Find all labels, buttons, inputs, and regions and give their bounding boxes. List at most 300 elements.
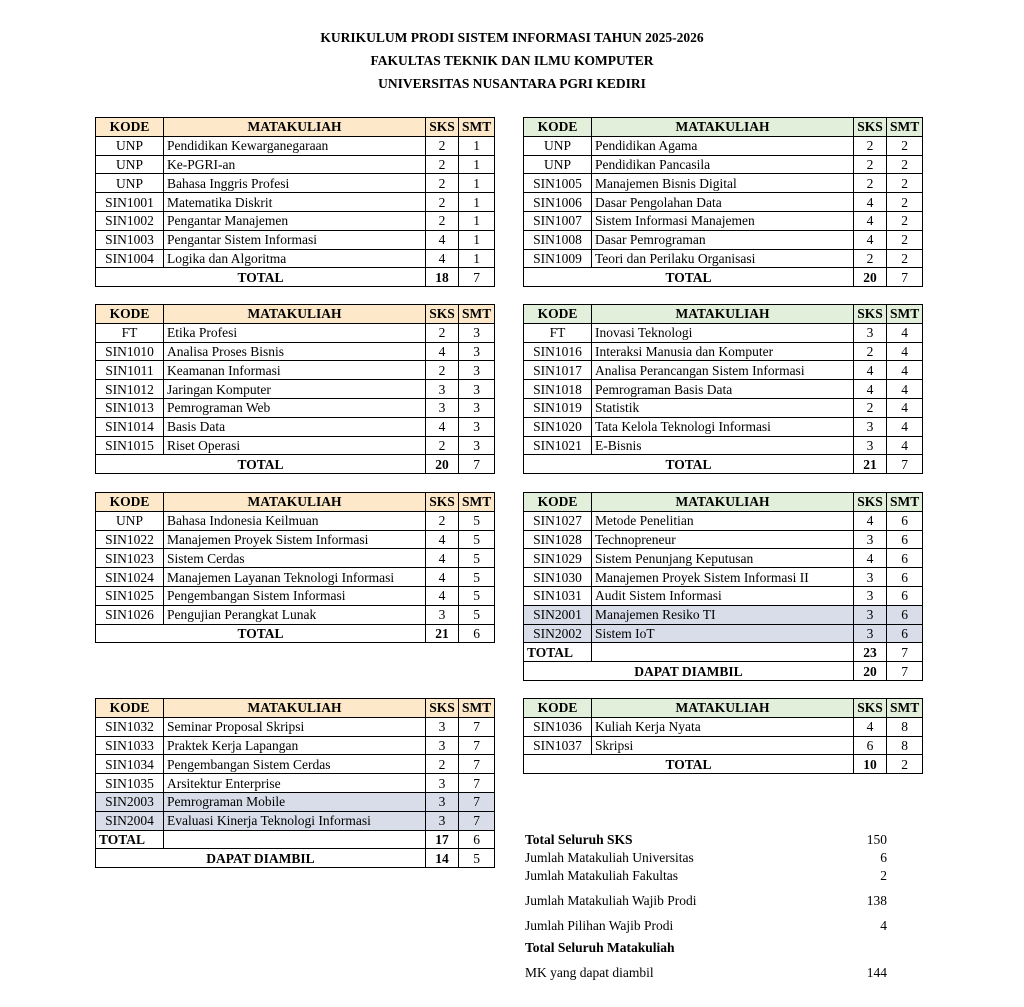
course-smt: 7 [459,717,495,736]
course-smt: 6 [887,511,923,530]
dapat-diambil-row [524,662,923,681]
col-matakuliah-header: MATAKULIAH [164,493,426,512]
course-smt: 3 [459,361,495,380]
summary-value: 6 [880,850,887,865]
course-name: Pengantar Manajemen [164,211,426,230]
course-code: SIN1032 [96,717,164,736]
semester-table-1 [95,117,495,287]
dapat-diambil-row [96,849,495,868]
col-matakuliah-header: MATAKULIAH [164,699,426,718]
course-sks: 2 [854,342,887,361]
col-kode-header: KODE [96,493,164,512]
course-code: SIN1001 [96,193,164,212]
table-header-row [96,305,495,324]
course-code: SIN1021 [524,436,592,455]
col-kode-header: KODE [524,493,592,512]
course-code: SIN1018 [524,380,592,399]
semester-table-2 [523,117,923,287]
title-line-3: UNIVERSITAS NUSANTARA PGRI KEDIRI [378,76,646,91]
total-smt: 7 [459,455,495,474]
course-smt: 1 [459,136,495,155]
table-row [524,342,923,361]
course-code: SIN1006 [524,193,592,212]
table-row [524,361,923,380]
course-sks: 3 [426,380,459,399]
course-smt: 3 [459,398,495,417]
course-sks: 4 [854,717,887,736]
course-sks: 2 [426,323,459,342]
semester-table-5 [95,492,495,643]
table-row [524,230,923,249]
course-sks: 4 [426,249,459,268]
summary-value: 138 [866,893,887,908]
col-sks-header: SKS [854,493,887,512]
course-smt: 6 [887,624,923,643]
course-name: Arsitektur Enterprise [164,774,426,793]
table-row [96,193,495,212]
course-smt: 3 [459,342,495,361]
summary-label: Jumlah Pilihan Wajib Prodi [525,918,674,933]
col-matakuliah-header: MATAKULIAH [592,493,854,512]
course-name: Pengembangan Sistem Cerdas [164,755,426,774]
table-header-row [96,493,495,512]
table-row [96,342,495,361]
table-header-row [524,305,923,324]
course-name: Dasar Pemrograman [592,230,854,249]
table-row [524,417,923,436]
table-row [96,605,495,624]
table-row [524,736,923,755]
course-code: SIN1026 [96,605,164,624]
semester-table-7 [95,698,495,868]
course-code: SIN1034 [96,755,164,774]
course-smt: 3 [459,417,495,436]
course-name: Technopreneur [592,530,854,549]
table-row [524,605,923,624]
table-row [96,380,495,399]
course-code: SIN1012 [96,380,164,399]
table-row [524,511,923,530]
table-row [524,549,923,568]
table-row [96,530,495,549]
table-row [524,624,923,643]
course-sks: 3 [854,417,887,436]
course-name: Manajemen Bisnis Digital [592,174,854,193]
course-code: SIN1028 [524,530,592,549]
course-code: SIN1023 [96,549,164,568]
course-code: SIN1007 [524,211,592,230]
semester-table-3 [95,304,495,474]
course-smt: 8 [887,717,923,736]
table-row [96,361,495,380]
total-label: TOTAL [524,755,854,774]
course-code: SIN1024 [96,568,164,587]
course-sks: 4 [854,511,887,530]
course-smt: 2 [887,174,923,193]
table-row [96,136,495,155]
course-smt: 3 [459,436,495,455]
course-smt: 7 [459,792,495,811]
course-code: SIN1005 [524,174,592,193]
table-row [96,417,495,436]
course-sks: 4 [426,230,459,249]
course-name: Jaringan Komputer [164,380,426,399]
title-line-2: FAKULTAS TEKNIK DAN ILMU KOMPUTER [370,53,654,68]
table-row [524,323,923,342]
course-smt: 7 [459,811,495,830]
course-name: Pengembangan Sistem Informasi [164,586,426,605]
total-label: TOTAL [96,268,426,287]
total-row [524,755,923,774]
total-row [96,830,495,849]
course-code: FT [524,323,592,342]
semester-table-8 [523,698,923,774]
course-code: SIN1013 [96,398,164,417]
total-label: TOTAL [524,643,592,662]
course-name: Skripsi [592,736,854,755]
course-sks: 3 [426,605,459,624]
course-smt: 5 [459,511,495,530]
col-smt-header: SMT [887,118,923,137]
course-code: SIN1011 [96,361,164,380]
total-row [96,455,495,474]
table-row [524,586,923,605]
table-row [96,736,495,755]
course-code: SIN1029 [524,549,592,568]
course-name: Interaksi Manusia dan Komputer [592,342,854,361]
course-name: Inovasi Teknologi [592,323,854,342]
course-smt: 7 [459,755,495,774]
col-smt-header: SMT [887,493,923,512]
course-sks: 3 [426,774,459,793]
course-code: SIN1008 [524,230,592,249]
course-smt: 6 [887,605,923,624]
total-spacer [164,830,426,849]
course-code: SIN1004 [96,249,164,268]
course-sks: 4 [426,342,459,361]
total-sks: 23 [854,643,887,662]
col-kode-header: KODE [524,699,592,718]
course-code: SIN1014 [96,417,164,436]
table-row [524,717,923,736]
course-smt: 3 [459,380,495,399]
dapat-diambil-sks: 14 [426,849,459,868]
course-smt: 4 [887,323,923,342]
course-smt: 1 [459,230,495,249]
course-code: UNP [96,511,164,530]
col-kode-header: KODE [96,699,164,718]
table-header-row [524,699,923,718]
course-code: UNP [524,155,592,174]
course-smt: 6 [887,530,923,549]
col-kode-header: KODE [96,305,164,324]
total-label: TOTAL [96,455,426,474]
course-sks: 4 [426,568,459,587]
course-code: SIN1022 [96,530,164,549]
col-smt-header: SMT [887,305,923,324]
total-label: TOTAL [524,268,854,287]
course-code: SIN1019 [524,398,592,417]
col-matakuliah-header: MATAKULIAH [592,305,854,324]
course-sks: 2 [854,174,887,193]
total-sks: 10 [854,755,887,774]
col-smt-header: SMT [459,493,495,512]
table-row [96,211,495,230]
total-sks: 18 [426,268,459,287]
course-sks: 3 [426,792,459,811]
course-name: Manajemen Proyek Sistem Informasi [164,530,426,549]
course-code: SIN1016 [524,342,592,361]
summary-row [525,917,895,935]
table-row [96,774,495,793]
course-smt: 1 [459,211,495,230]
col-smt-header: SMT [459,118,495,137]
course-code: UNP [96,174,164,193]
course-sks: 2 [854,398,887,417]
course-smt: 1 [459,249,495,268]
course-sks: 4 [426,530,459,549]
course-sks: 4 [854,380,887,399]
course-name: Tata Kelola Teknologi Informasi [592,417,854,436]
table-row [96,568,495,587]
course-smt: 8 [887,736,923,755]
course-name: Pemrograman Basis Data [592,380,854,399]
course-code: SIN1020 [524,417,592,436]
course-smt: 6 [887,549,923,568]
course-sks: 3 [854,323,887,342]
course-smt: 5 [459,549,495,568]
course-name: Etika Profesi [164,323,426,342]
course-name: Riset Operasi [164,436,426,455]
course-sks: 2 [426,211,459,230]
summary-label: MK yang dapat diambil [525,965,654,980]
total-sks: 20 [854,268,887,287]
course-sks: 3 [426,736,459,755]
table-row [524,174,923,193]
table-header-row [96,118,495,137]
total-smt: 7 [887,455,923,474]
summary-value: 150 [866,832,887,847]
course-name: Manajemen Layanan Teknologi Informasi [164,568,426,587]
col-sks-header: SKS [426,493,459,512]
total-row [96,624,495,643]
course-name: Metode Penelitian [592,511,854,530]
course-sks: 2 [426,193,459,212]
course-code: SIN1035 [96,774,164,793]
summary-label: Jumlah Matakuliah Fakultas [525,868,678,883]
course-smt: 2 [887,249,923,268]
course-name: Teori dan Perilaku Organisasi [592,249,854,268]
total-row [524,455,923,474]
course-name: Ke-PGRI-an [164,155,426,174]
total-smt: 6 [459,830,495,849]
total-smt: 7 [887,268,923,287]
course-name: Analisa Perancangan Sistem Informasi [592,361,854,380]
col-kode-header: KODE [524,305,592,324]
course-smt: 4 [887,342,923,361]
course-code: SIN1027 [524,511,592,530]
table-row [96,436,495,455]
course-name: Pendidikan Agama [592,136,854,155]
course-code: SIN2003 [96,792,164,811]
course-smt: 1 [459,193,495,212]
summary-label: Total Seluruh SKS [525,832,633,847]
course-sks: 3 [854,568,887,587]
course-code: SIN1033 [96,736,164,755]
col-sks-header: SKS [426,699,459,718]
course-code: SIN1031 [524,586,592,605]
course-code: UNP [524,136,592,155]
course-smt: 1 [459,155,495,174]
total-smt: 2 [887,755,923,774]
course-name: Matematika Diskrit [164,193,426,212]
course-sks: 3 [854,436,887,455]
dapat-diambil-sks: 20 [854,662,887,681]
course-name: Kuliah Kerja Nyata [592,717,854,736]
semester-table-4 [523,304,923,474]
course-name: Basis Data [164,417,426,436]
course-code: SIN1025 [96,586,164,605]
course-sks: 2 [426,136,459,155]
course-smt: 3 [459,323,495,342]
course-smt: 5 [459,568,495,587]
total-row [524,643,923,662]
table-header-row [524,118,923,137]
course-smt: 4 [887,361,923,380]
table-row [524,530,923,549]
course-name: Pendidikan Pancasila [592,155,854,174]
dapat-diambil-label: DAPAT DIAMBIL [96,849,426,868]
total-label: TOTAL [524,455,854,474]
course-code: UNP [96,155,164,174]
total-row [96,268,495,287]
course-name: Pengujian Perangkat Lunak [164,605,426,624]
course-sks: 2 [426,755,459,774]
table-row [96,398,495,417]
total-spacer [592,643,854,662]
course-smt: 1 [459,174,495,193]
course-code: SIN2002 [524,624,592,643]
course-sks: 4 [854,211,887,230]
table-row [96,586,495,605]
course-smt: 5 [459,530,495,549]
course-smt: 4 [887,417,923,436]
dapat-diambil-smt: 5 [459,849,495,868]
course-name: Sistem IoT [592,624,854,643]
total-sks: 21 [854,455,887,474]
course-code: SIN1030 [524,568,592,587]
course-sks: 2 [426,511,459,530]
course-smt: 2 [887,193,923,212]
course-name: Audit Sistem Informasi [592,586,854,605]
col-matakuliah-header: MATAKULIAH [164,305,426,324]
course-sks: 2 [854,249,887,268]
course-sks: 3 [426,717,459,736]
table-header-row [96,699,495,718]
col-matakuliah-header: MATAKULIAH [592,699,854,718]
summary-label: Total Seluruh Matakuliah [525,940,675,955]
course-smt: 7 [459,736,495,755]
course-name: Keamanan Informasi [164,361,426,380]
table-row [524,436,923,455]
semester-table-6 [523,492,923,681]
total-sks: 17 [426,830,459,849]
table-row [96,792,495,811]
table-row [96,811,495,830]
summary-value: 4 [880,918,887,933]
course-sks: 4 [854,549,887,568]
course-name: Seminar Proposal Skripsi [164,717,426,736]
table-row [524,398,923,417]
table-header-row [524,493,923,512]
col-kode-header: KODE [524,118,592,137]
course-sks: 3 [854,624,887,643]
table-row [96,755,495,774]
summary-row [525,964,895,982]
course-name: Sistem Cerdas [164,549,426,568]
summary-value: 2 [880,868,887,883]
course-sks: 4 [426,417,459,436]
col-sks-header: SKS [426,118,459,137]
course-name: Sistem Penunjang Keputusan [592,549,854,568]
col-sks-header: SKS [854,305,887,324]
course-name: Pengantar Sistem Informasi [164,230,426,249]
course-name: Pemrograman Mobile [164,792,426,811]
total-smt: 7 [887,643,923,662]
course-sks: 3 [426,398,459,417]
col-kode-header: KODE [96,118,164,137]
course-sks: 4 [854,193,887,212]
course-name: Pemrograman Web [164,398,426,417]
table-row [96,155,495,174]
course-sks: 4 [854,361,887,380]
col-smt-header: SMT [459,305,495,324]
course-smt: 6 [887,586,923,605]
table-row [524,249,923,268]
course-sks: 2 [426,361,459,380]
course-code: SIN1017 [524,361,592,380]
course-name: Logika dan Algoritma [164,249,426,268]
course-smt: 5 [459,605,495,624]
summary-row [525,892,895,910]
table-row [524,155,923,174]
total-label: TOTAL [96,624,426,643]
total-smt: 7 [459,268,495,287]
course-sks: 3 [854,605,887,624]
course-code: SIN1015 [96,436,164,455]
summary-label: Jumlah Matakuliah Wajib Prodi [525,893,697,908]
table-row [96,249,495,268]
course-code: SIN1003 [96,230,164,249]
table-row [524,568,923,587]
col-sks-header: SKS [854,699,887,718]
course-smt: 4 [887,436,923,455]
summary-label: Jumlah Matakuliah Universitas [525,850,694,865]
course-name: Statistik [592,398,854,417]
course-smt: 6 [887,568,923,587]
course-smt: 4 [887,380,923,399]
table-row [524,380,923,399]
total-sks: 20 [426,455,459,474]
course-name: Bahasa Indonesia Keilmuan [164,511,426,530]
table-row [96,549,495,568]
table-row [96,717,495,736]
course-smt: 7 [459,774,495,793]
course-name: Manajemen Resiko TI [592,605,854,624]
col-matakuliah-header: MATAKULIAH [164,118,426,137]
total-smt: 6 [459,624,495,643]
course-name: E-Bisnis [592,436,854,455]
